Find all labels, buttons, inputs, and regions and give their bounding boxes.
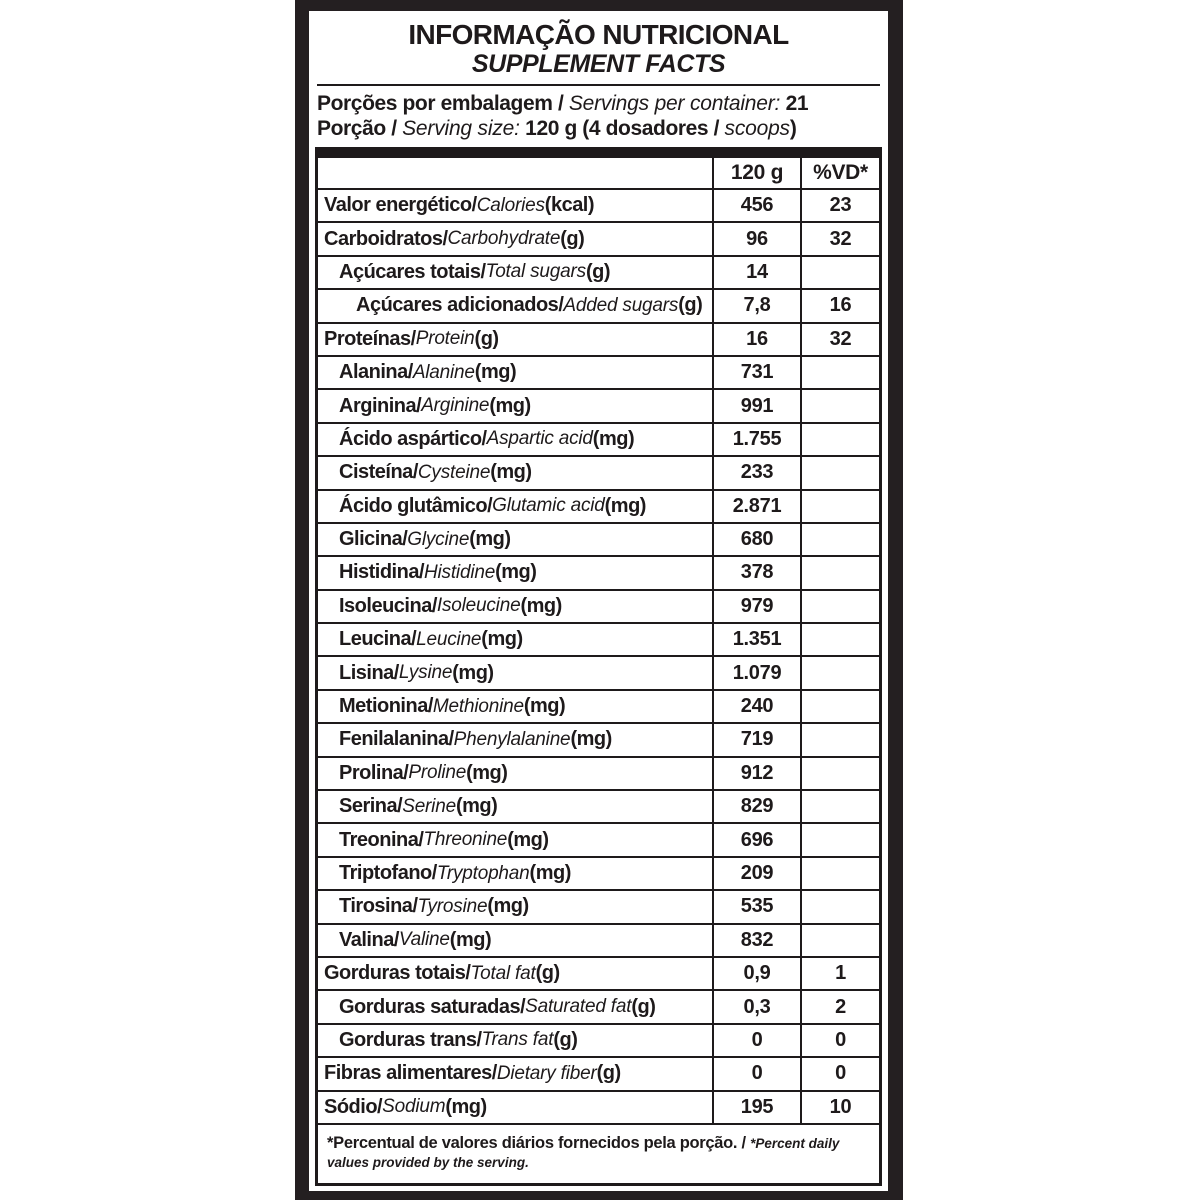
- dv-column-header: %VD*: [800, 158, 879, 188]
- nutrient-row: [318, 657, 879, 690]
- table-top-bar: [315, 147, 882, 158]
- nutrient-row: [318, 724, 879, 757]
- nutrient-row: [318, 190, 879, 223]
- nutrient-name: Carboidratos / Carbohydrate (g): [324, 227, 585, 250]
- amount-value: 696: [712, 824, 800, 855]
- amount-value: 1.755: [712, 424, 800, 455]
- amount-value: 240: [712, 691, 800, 722]
- amount-value: 16: [712, 324, 800, 355]
- nutrient-name: Ácido glutâmico / Glutamic acid (mg): [339, 494, 646, 517]
- amount-value: 14: [712, 257, 800, 288]
- nutrient-row: [318, 557, 879, 590]
- dv-value: 0: [800, 1058, 879, 1089]
- amount-value: 719: [712, 724, 800, 755]
- nutrient-row: [318, 858, 879, 891]
- nutrient-name: Açúcares adicionados / Added sugars (g): [356, 294, 703, 317]
- amount-value: 195: [712, 1092, 800, 1123]
- nutrient-row: [318, 1058, 879, 1091]
- nutrient-name: Fibras alimentares / Dietary fiber (g): [324, 1062, 621, 1085]
- dv-value: 32: [800, 223, 879, 254]
- nutrient-row: [318, 824, 879, 857]
- nutrient-row: [318, 491, 879, 524]
- nutrient-name: Gorduras trans / Trans fat (g): [339, 1028, 578, 1051]
- dv-value: [800, 557, 879, 588]
- nutrient-row: [318, 1092, 879, 1125]
- nutrient-row: [318, 257, 879, 290]
- nutrient-row: [318, 791, 879, 824]
- dv-value: [800, 457, 879, 488]
- amount-value: 96: [712, 223, 800, 254]
- nutrient-name: Valina / Valine (mg): [339, 928, 492, 951]
- nutrient-name: Tirosina / Tyrosine (mg): [339, 895, 529, 918]
- dv-value: [800, 858, 879, 889]
- nutrient-name: Histidina / Histidine (mg): [339, 561, 537, 584]
- nutrient-row: [318, 991, 879, 1024]
- dv-value: [800, 390, 879, 421]
- nutrient-name: Treonina / Threonine (mg): [339, 828, 549, 851]
- nutrient-name: Alanina / Alanine (mg): [339, 361, 517, 384]
- dv-value: [800, 524, 879, 555]
- dv-value: 2: [800, 991, 879, 1022]
- dv-value: [800, 491, 879, 522]
- dv-value: [800, 891, 879, 922]
- amount-value: 2.871: [712, 491, 800, 522]
- serving-size-end: ): [789, 117, 797, 140]
- amount-value: 991: [712, 390, 800, 421]
- dv-value: [800, 424, 879, 455]
- dv-value: [800, 824, 879, 855]
- nutrient-name: Leucina / Leucine (mg): [339, 628, 523, 651]
- servings-value: 21: [780, 92, 809, 115]
- dv-value: [800, 357, 879, 388]
- amount-value: 0: [712, 1058, 800, 1089]
- dv-value: [800, 624, 879, 655]
- dv-value: [800, 591, 879, 622]
- dv-value: 0: [800, 1025, 879, 1056]
- nutrient-row: [318, 223, 879, 256]
- footnote-pt: *Percentual de valores diários fornecidos pela porção.: [327, 1133, 738, 1152]
- dv-value: 32: [800, 324, 879, 355]
- nutrient-name: Valor energético / Calories (kcal): [324, 194, 595, 217]
- nutrient-name: Serina / Serine (mg): [339, 795, 498, 818]
- nutrient-row: [318, 390, 879, 423]
- servings-label-pt: Porções por embalagem /: [317, 92, 569, 115]
- dv-value: [800, 691, 879, 722]
- nutrient-rows: [318, 190, 879, 1125]
- nutrient-row: [318, 591, 879, 624]
- nutrition-table: [315, 147, 882, 1186]
- amount-value: 7,8: [712, 290, 800, 321]
- nutrient-row: [318, 357, 879, 390]
- nutrient-name: Metionina / Methionine (mg): [339, 695, 566, 718]
- amount-value: 0,3: [712, 991, 800, 1022]
- amount-value: 0: [712, 1025, 800, 1056]
- amount-value: 1.351: [712, 624, 800, 655]
- footnote-separator: /: [737, 1133, 751, 1152]
- nutrient-row: [318, 324, 879, 357]
- servings-per-container-line: [317, 91, 880, 116]
- nutrient-name: Cisteína / Cysteine (mg): [339, 461, 532, 484]
- nutrient-name: Gorduras totais / Total fat (g): [324, 962, 560, 985]
- amount-value: 456: [712, 190, 800, 221]
- nutrition-label: [309, 11, 888, 1191]
- table-header-row: [318, 158, 879, 190]
- amount-value: 233: [712, 457, 800, 488]
- serving-size-label-pt: Porção /: [317, 117, 403, 140]
- nutrient-row: [318, 1025, 879, 1058]
- amount-value: 731: [712, 357, 800, 388]
- dv-value: [800, 925, 879, 956]
- amount-value: 912: [712, 758, 800, 789]
- nutrient-name: Isoleucina / Isoleucine (mg): [339, 594, 562, 617]
- serving-size-scoops: scoops: [724, 117, 790, 140]
- amount-value: 829: [712, 791, 800, 822]
- nutrient-name: Lisina / Lysine (mg): [339, 661, 494, 684]
- dv-value: 16: [800, 290, 879, 321]
- nutrient-name: Glicina / Glycine (mg): [339, 528, 511, 551]
- dv-value: [800, 257, 879, 288]
- amount-value: 979: [712, 591, 800, 622]
- nutrition-label-frame: [295, 0, 903, 1200]
- label-title-en: SUPPLEMENT FACTS: [471, 50, 726, 78]
- dv-value: [800, 758, 879, 789]
- footnote: [318, 1125, 879, 1183]
- amount-value: 1.079: [712, 657, 800, 688]
- amount-value: 0,9: [712, 958, 800, 989]
- label-title-pt: INFORMAÇÃO NUTRICIONAL: [408, 19, 789, 50]
- nutrient-row: [318, 758, 879, 791]
- amount-value: 378: [712, 557, 800, 588]
- nutrient-name: Triptofano / Tryptophan (mg): [339, 862, 571, 884]
- amount-column-header: 120 g: [712, 158, 800, 188]
- nutrient-name: Fenilalanina / Phenylalanine (mg): [339, 728, 612, 751]
- dv-value: 1: [800, 958, 879, 989]
- footnote-en: *Percent daily values provided by the serving.: [327, 1135, 840, 1171]
- nutrient-name: Sódio / Sodium (mg): [324, 1095, 487, 1118]
- serving-size-label-en: Serving size:: [402, 117, 520, 140]
- amount-value: 832: [712, 925, 800, 956]
- nutrient-row: [318, 624, 879, 657]
- nutrient-name: Açúcares totais / Total sugars (g): [339, 260, 610, 283]
- nutrient-column-header: [318, 158, 712, 188]
- nutrient-name: Ácido aspártico / Aspartic acid (mg): [339, 427, 635, 450]
- amount-value: 680: [712, 524, 800, 555]
- amount-value: 535: [712, 891, 800, 922]
- nutrient-row: [318, 691, 879, 724]
- label-header: [309, 11, 888, 141]
- dv-value: [800, 791, 879, 822]
- servings-label-en: Servings per container:: [568, 92, 781, 115]
- dv-value: [800, 724, 879, 755]
- nutrient-row: [318, 290, 879, 323]
- nutrient-row: [318, 958, 879, 991]
- nutrient-row: [318, 891, 879, 924]
- dv-value: 23: [800, 190, 879, 221]
- amount-value: 209: [712, 858, 800, 889]
- dv-value: [800, 657, 879, 688]
- nutrient-row: [318, 524, 879, 557]
- nutrient-name: Prolina / Proline (mg): [339, 761, 508, 784]
- nutrient-name: Arginina / Arginine (mg): [339, 394, 531, 417]
- nutrient-row: [318, 457, 879, 490]
- nutrient-row: [318, 424, 879, 457]
- header-divider: [317, 84, 880, 86]
- serving-size-value: 120 g (4 dosadores /: [519, 117, 725, 140]
- nutrient-name: Proteínas / Protein (g): [324, 327, 499, 350]
- serving-size-line: [317, 116, 880, 141]
- dv-value: 10: [800, 1092, 879, 1123]
- nutrient-name: Gorduras saturadas / Saturated fat (g): [339, 995, 656, 1018]
- nutrient-row: [318, 925, 879, 958]
